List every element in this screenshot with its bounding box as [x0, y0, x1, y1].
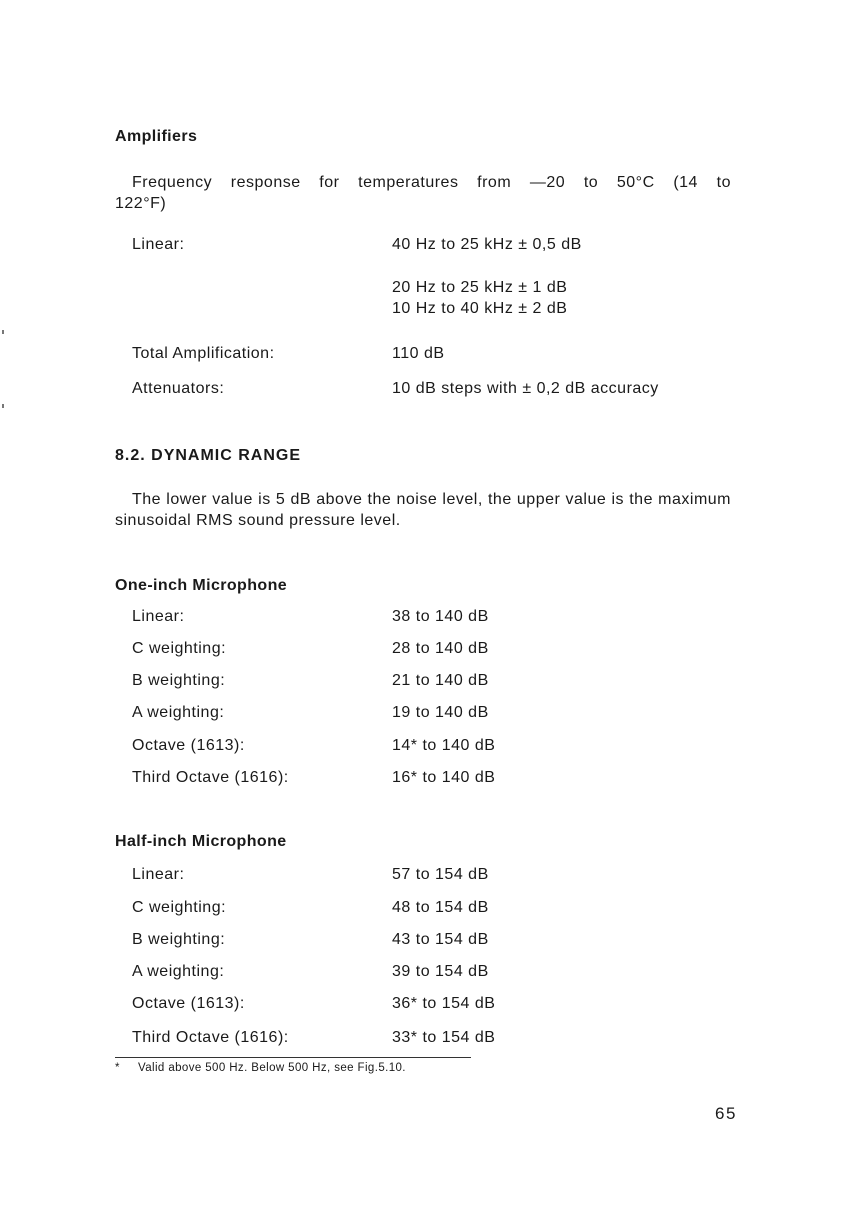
one-inch-heading: One-inch Microphone [115, 577, 288, 594]
one-inch-a-weighting-label: A weighting: [132, 704, 225, 721]
half-inch-b-weighting-label: B weighting: [132, 931, 226, 948]
one-inch-c-weighting-value: 28 to 140 dB [392, 640, 489, 657]
scan-speck [2, 404, 4, 408]
one-inch-b-weighting-value: 21 to 140 dB [392, 672, 489, 689]
one-inch-a-weighting-value: 19 to 140 dB [392, 704, 489, 721]
half-inch-c-weighting-value: 48 to 154 dB [392, 899, 489, 916]
amp-linear-value: 40 Hz to 25 kHz ± 0,5 dB [392, 236, 582, 253]
half-inch-third-octave-value: 33* to 154 dB [392, 1029, 496, 1046]
footnote-text: Valid above 500 Hz. Below 500 Hz, see Fig.5.10. [138, 1062, 406, 1074]
amplifiers-intro: Frequency response for temperatures from —20 to 50°C (14 to 122°F) [115, 174, 731, 212]
attenuators-value: 10 dB steps with ± 0,2 dB accuracy [392, 380, 659, 397]
half-inch-a-weighting-label: A weighting: [132, 963, 225, 980]
half-inch-heading: Half-inch Microphone [115, 833, 287, 850]
half-inch-a-weighting-value: 39 to 154 dB [392, 963, 489, 980]
page-number: 65 [715, 1104, 737, 1123]
half-inch-third-octave-label: Third Octave (1616): [132, 1029, 289, 1046]
footnote-marker: * [115, 1062, 120, 1074]
amplifiers-heading: Amplifiers [115, 128, 198, 145]
half-inch-linear-value: 57 to 154 dB [392, 866, 489, 883]
half-inch-linear-label: Linear: [132, 866, 185, 883]
one-inch-linear-value: 38 to 140 dB [392, 608, 489, 625]
one-inch-third-octave-label: Third Octave (1616): [132, 769, 289, 786]
half-inch-b-weighting-value: 43 to 154 dB [392, 931, 489, 948]
amp-linear-value-2: 20 Hz to 25 kHz ± 1 dB [392, 279, 568, 296]
dynamic-range-intro: The lower value is 5 dB above the noise level, the upper value is the maximum sinusoidal RMS sound pressure level. [115, 491, 731, 529]
one-inch-c-weighting-label: C weighting: [132, 640, 227, 657]
half-inch-octave-label: Octave (1613): [132, 995, 245, 1012]
amp-linear-value-3: 10 Hz to 40 kHz ± 2 dB [392, 300, 568, 317]
one-inch-octave-label: Octave (1613): [132, 737, 245, 754]
one-inch-b-weighting-label: B weighting: [132, 672, 226, 689]
one-inch-third-octave-value: 16* to 140 dB [392, 769, 496, 786]
half-inch-c-weighting-label: C weighting: [132, 899, 227, 916]
dynamic-range-heading: 8.2. DYNAMIC RANGE [115, 447, 302, 464]
one-inch-octave-value: 14* to 140 dB [392, 737, 496, 754]
amp-linear-label: Linear: [132, 236, 185, 253]
scan-speck [2, 330, 4, 334]
total-amplification-value: 110 dB [392, 345, 445, 362]
half-inch-octave-value: 36* to 154 dB [392, 995, 496, 1012]
total-amplification-label: Total Amplification: [132, 345, 275, 362]
attenuators-label: Attenuators: [132, 380, 225, 397]
one-inch-linear-label: Linear: [132, 608, 185, 625]
footnote-rule [115, 1057, 471, 1058]
